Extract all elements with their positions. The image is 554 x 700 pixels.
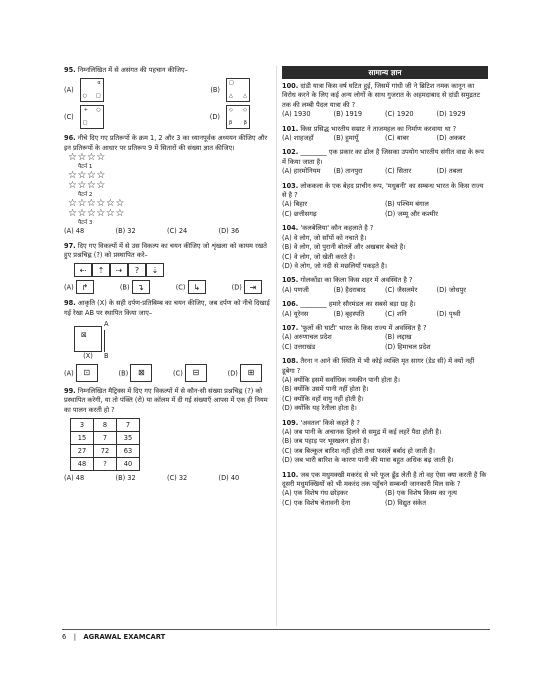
- option[interactable]: (D) 1929: [436, 110, 466, 119]
- option[interactable]: (B) एक विशेष किस्म का नृत्य: [385, 489, 457, 498]
- option[interactable]: (A) 48: [64, 474, 85, 483]
- options: [282, 286, 488, 295]
- option[interactable]: (D) क्योंकि यह रेतीला होता है।: [282, 404, 357, 413]
- option-label-b: (B): [118, 369, 129, 378]
- option[interactable]: (A) वे लोग, जो साँपों को नचाते है।: [282, 233, 367, 242]
- option[interactable]: (B) 32: [115, 227, 136, 236]
- option[interactable]: (C) बाबर: [385, 134, 409, 143]
- option[interactable]: (A) एक विशेष गंध छोड़कर: [282, 489, 348, 498]
- question-number: 108.: [282, 357, 299, 366]
- option-label-b: (B): [210, 85, 220, 94]
- question-107: [282, 324, 488, 352]
- matrix-row: [71, 432, 140, 445]
- matrix-cell: 40: [117, 458, 140, 471]
- question-text: निम्नलिखित मैट्रिक्स में दिए गए विकल्पों में से कौन-सी संख्या प्रश्नचिह्न (?) को प्रस्थापित करेगी, या तो पंक्ति (रो) या कॉलम में दी गई संख्याएँ आपस में एक ही नियम का पालन करती हो ?: [64, 387, 268, 414]
- option-figure-b[interactable]: ⊠: [130, 364, 152, 382]
- matrix-cell: 8: [94, 419, 117, 432]
- option-label-a: (A): [64, 85, 74, 94]
- option[interactable]: (B) बृहस्पति: [333, 309, 365, 318]
- question-number: 104.: [282, 224, 299, 233]
- option[interactable]: (A) अरुणाचल प्रदेश: [282, 333, 332, 342]
- number-matrix: [70, 418, 140, 471]
- question-text: नीचे दिए गए प्रतिरूपों के क्रम 1, 2 और 3 का ध्यानपूर्वक अध्ययन कीजिए और इन प्रतिरूपों के आधार पर प्रतिरूप 9 में सितारों की संख्या ज्ञात कीजिए।: [64, 134, 268, 152]
- left-column: [64, 66, 270, 489]
- question-text: 'अवतल' किसे कहते है ?: [300, 418, 360, 427]
- question-102: [282, 148, 488, 176]
- matrix-cell: 72: [94, 445, 117, 458]
- question-106: [282, 300, 488, 319]
- question-number: 101.: [282, 124, 299, 133]
- matrix-cell: 48: [71, 458, 94, 471]
- question-text: दांडी यात्रा किस वर्ष घटित हुई, जिसमें गांधी जी ने ब्रिटिश नमक कानून का विरोध करने के लिए कई अन्य लोगों के साथ गुजरात के अहमदाबाद से दांडी समुद्रतट तक की लम्बी पैदल यात्रा की ?: [282, 82, 481, 109]
- matrix-row: [71, 419, 140, 432]
- question-108: [282, 357, 488, 413]
- star-pattern-3: ☆☆☆☆☆☆ ☆☆☆☆☆☆: [68, 198, 125, 220]
- options: [282, 110, 488, 119]
- matrix-cell: 7: [117, 419, 140, 432]
- option-figure-a[interactable]: ↱: [76, 280, 94, 294]
- option[interactable]: (A) पणजी: [282, 285, 309, 294]
- option-label-d: (D): [227, 369, 238, 378]
- column-divider: [276, 66, 277, 626]
- brand-logo-text: AGRAWAL EXAMCART: [83, 633, 166, 641]
- matrix-cell: 63: [117, 445, 140, 458]
- question-text: किस प्रसिद्ध भारतीय सम्राट ने ताजमहल का निर्माण करवाया था ?: [300, 124, 457, 133]
- option-label-c: (C): [64, 112, 74, 121]
- option-label-d: (D): [209, 112, 220, 121]
- options: [282, 333, 488, 352]
- option-label-b: (B): [119, 283, 130, 292]
- option[interactable]: (B) 32: [115, 474, 136, 483]
- question-text: गोलकोंडा का किला किस शहर में अवस्थित है ?: [300, 276, 413, 285]
- arrow-figure: ⇢: [110, 263, 128, 277]
- option[interactable]: (D) 36: [218, 227, 240, 236]
- question-text: तैरना न आने की स्थिति में भी कोई व्यक्ति मृत सागर (डेड सी) में क्यों नहीं डूबेगा ?: [282, 357, 475, 375]
- question-mark-box: ?: [128, 263, 146, 277]
- section-title: सामान्य ज्ञान: [282, 66, 488, 79]
- arrow-figure: ⇡: [92, 263, 110, 277]
- pattern-label-1: पैटर्न 1: [78, 164, 93, 171]
- star-pattern-1: ☆☆☆☆: [68, 152, 106, 164]
- question-number: 96.: [64, 134, 76, 143]
- question-number: 106.: [282, 300, 299, 309]
- right-column: [282, 82, 488, 513]
- option[interactable]: (A) 1930: [282, 110, 311, 119]
- matrix-row: [71, 445, 140, 458]
- question-110: [282, 471, 488, 509]
- option[interactable]: (B) क्योंकि उसमें पानी नहीं होता है।: [282, 385, 369, 394]
- question-number: 102.: [282, 148, 299, 157]
- options: [282, 134, 488, 143]
- options: [282, 376, 488, 414]
- matrix-cell: 27: [71, 445, 94, 458]
- question-number: 103.: [282, 181, 299, 190]
- option[interactable]: (C) 1920: [385, 110, 414, 119]
- option[interactable]: (C) शनि: [385, 309, 407, 318]
- question-text: लोककला के एक बेहद प्राचीन रूप, 'मधुबनी' का सम्बन्ध भारत के किस राज्य से है ?: [282, 181, 484, 200]
- figure-c: + ○ □: [80, 105, 104, 129]
- arrow-sequence: [74, 263, 270, 277]
- figure-d: ◇ ◇ β β: [226, 105, 250, 129]
- question-98: [64, 299, 270, 382]
- options: [282, 167, 488, 176]
- option[interactable]: (D) हिमाचल प्रदेश: [385, 342, 431, 351]
- option[interactable]: (C) 24: [167, 227, 188, 236]
- question-101: [282, 125, 488, 144]
- question-number: 105.: [282, 276, 299, 285]
- option[interactable]: (D) जब भारी बारिश के कारण पानी की मात्रा बहुत अधिक बढ़ जाती है।: [282, 456, 454, 465]
- option[interactable]: (A) यूरेनस: [282, 309, 309, 318]
- question-100: [282, 82, 488, 120]
- page-footer: [62, 633, 165, 641]
- matrix-cell: 15: [71, 432, 94, 445]
- question-number: 99.: [64, 387, 76, 396]
- question-97: [64, 242, 270, 295]
- option-figure-d[interactable]: ⇥: [244, 280, 262, 294]
- matrix-cell: ?: [94, 458, 117, 471]
- mirror-line: [104, 330, 105, 352]
- question-text: दिए गए विकल्पों में से उस विकल्प का चयन कीजिए जो शृंखला को कायम रखते हुए प्रश्नचिह्न (?) को प्रस्थापित करे–: [64, 241, 267, 260]
- option-figure-c[interactable]: ↳: [188, 280, 206, 294]
- question-number: 109.: [282, 418, 299, 427]
- footer-rule: [62, 629, 490, 630]
- option-label-d: (D): [231, 283, 242, 292]
- matrix-cell: 3: [71, 419, 94, 432]
- option[interactable]: (C) जैसलमेर: [385, 285, 418, 294]
- option-figure-a[interactable]: ⊡: [76, 364, 98, 382]
- option[interactable]: (C) उत्तराखंड: [282, 342, 316, 351]
- pattern-label-2: पैटर्न 2: [78, 192, 93, 199]
- option[interactable]: (C) सितार: [385, 167, 412, 176]
- question-number: 100.: [282, 82, 299, 90]
- figure-x-label: (X): [83, 351, 93, 360]
- question-text: 'फूलों की घाटी' भारत के किस राज्य में अवस्थित है ?: [300, 323, 427, 332]
- option[interactable]: (C) छत्तीसगढ़: [282, 209, 317, 218]
- option-label-a: (A): [64, 283, 74, 292]
- question-text: आकृति (X) के सही दर्पण-प्रतिबिम्ब का चयन कीजिए, जब दर्पण को नीचे दिखाई गई रेखा AB पर स्थापित किया जाए–: [64, 299, 270, 317]
- option[interactable]: (B) हुमायूँ: [333, 134, 359, 143]
- question-109: [282, 419, 488, 466]
- question-104: [282, 224, 488, 271]
- arrow-figure: ⇠: [74, 263, 92, 277]
- question-number: 107.: [282, 323, 299, 332]
- question-number: 97.: [64, 241, 76, 250]
- question-96: [64, 134, 270, 236]
- option-figure-c[interactable]: ⊟: [185, 364, 207, 382]
- question-103: [282, 182, 488, 220]
- option[interactable]: (C) 32: [167, 474, 188, 483]
- matrix-row: [71, 458, 140, 471]
- options: [282, 310, 488, 319]
- option[interactable]: (D) अकबर: [436, 134, 466, 143]
- option[interactable]: (A) 48: [64, 227, 85, 236]
- option[interactable]: (A) बिहार: [282, 200, 308, 209]
- question-text: जब एक मधुमक्खी मकरंद से भरे फूल ढूँढ लेती है तो वह ऐसा क्या करती है कि दूसरी मधुमक्खियों को भी मकरंद तक पहुँचने सम्बन्धी जानकारी मिल सके ?: [282, 470, 487, 489]
- question-text: 'कलबेलिया' कौन कहलाते है ?: [300, 224, 374, 233]
- option[interactable]: (D) वे लोग, जो नदी से मछलियाँ पकड़ते है।: [282, 261, 387, 270]
- option[interactable]: (A) शाहजहाँ: [282, 134, 314, 143]
- figure-a: α ○ □: [80, 78, 104, 102]
- question-number: 95.: [64, 66, 76, 74]
- option-figure-b[interactable]: ↴: [132, 280, 150, 294]
- options: [64, 474, 270, 483]
- option[interactable]: (D) पृथ्वी: [436, 309, 461, 318]
- option[interactable]: (C) जब बिल्कुल बारिश नहीं होती तथा फसलें बर्बाद हो जाती है।: [282, 446, 436, 455]
- footer-separator: |: [73, 633, 76, 641]
- options: [282, 428, 488, 466]
- option[interactable]: (B) लद्दाख: [385, 333, 412, 342]
- figure-b: □ △ △: [226, 78, 250, 102]
- question-text: निम्नलिखित में से असंगत की पहचान कीजिए–: [77, 66, 188, 74]
- pattern-label-3: पैटर्न 3: [78, 220, 93, 227]
- mirror-point-a: A: [104, 320, 109, 329]
- question-105: [282, 276, 488, 295]
- option-figure-d[interactable]: ⊞: [240, 364, 262, 382]
- options: [282, 200, 488, 219]
- option-label-c: (C): [173, 369, 183, 378]
- option[interactable]: (D) तबला: [436, 167, 463, 176]
- options: [64, 227, 270, 236]
- question-number: 98.: [64, 299, 76, 308]
- options: [282, 234, 488, 272]
- option[interactable]: (C) एक विशेष चेतावनी देना: [282, 498, 351, 507]
- option[interactable]: (D) 40: [218, 474, 240, 483]
- matrix-cell: 35: [117, 432, 140, 445]
- option[interactable]: (B) जब पहाड़ पर भूस्खलन होता है।: [282, 437, 370, 446]
- matrix-cell: 7: [94, 432, 117, 445]
- option[interactable]: (A) हारमोनियम: [282, 167, 321, 176]
- arrow-figure: ⇣: [146, 263, 164, 277]
- option-label-a: (A): [64, 369, 74, 378]
- figure-x: ⊠: [74, 326, 102, 352]
- option[interactable]: (B) पश्चिम बंगाल: [385, 200, 429, 209]
- page-number: 6: [62, 633, 67, 641]
- question-99: [64, 387, 270, 484]
- question-number: 110.: [282, 470, 299, 479]
- option[interactable]: (B) 1919: [333, 110, 363, 119]
- star-pattern-2: ☆☆☆☆ ☆☆☆☆: [68, 170, 106, 192]
- question-text: ________ एक प्रकार का ढोल है जिसका उपयोग भारतीय संगीत वाद्य के रूप में किया जाता है।: [282, 148, 484, 166]
- option-label-c: (C): [175, 283, 186, 292]
- option[interactable]: (C) क्योंकि वहाँ वायु नहीं होती है।: [282, 394, 364, 403]
- option[interactable]: (A) जब पानी के अचानक हिलने से समुद्र में कई लहरें पैदा होती है।: [282, 428, 442, 436]
- option[interactable]: (B) हैदराबाद: [333, 285, 366, 294]
- options: [282, 489, 488, 508]
- option[interactable]: (C) वे लोग, जो खेती करते है।: [282, 252, 355, 261]
- option[interactable]: (D) जम्मू और कश्मीर: [385, 209, 438, 218]
- option[interactable]: (D) जोधपुर: [436, 285, 466, 294]
- question-95: [64, 66, 270, 129]
- option[interactable]: (D) विद्युत संकेत: [385, 498, 426, 507]
- question-text: ________ हमारे सौरमंडल का सबसे बड़ा ग्रह है।: [300, 300, 416, 309]
- option[interactable]: (A) क्योंकि इसमें सर्वाधिक नमकीन पानी होता है।: [282, 375, 400, 384]
- mirror-point-b: B: [104, 351, 109, 360]
- option[interactable]: (B) तानपुरा: [333, 167, 363, 176]
- option[interactable]: (B) वे लोग, जो पुरानी बोतलें और अखबार बेचते है।: [282, 243, 406, 252]
